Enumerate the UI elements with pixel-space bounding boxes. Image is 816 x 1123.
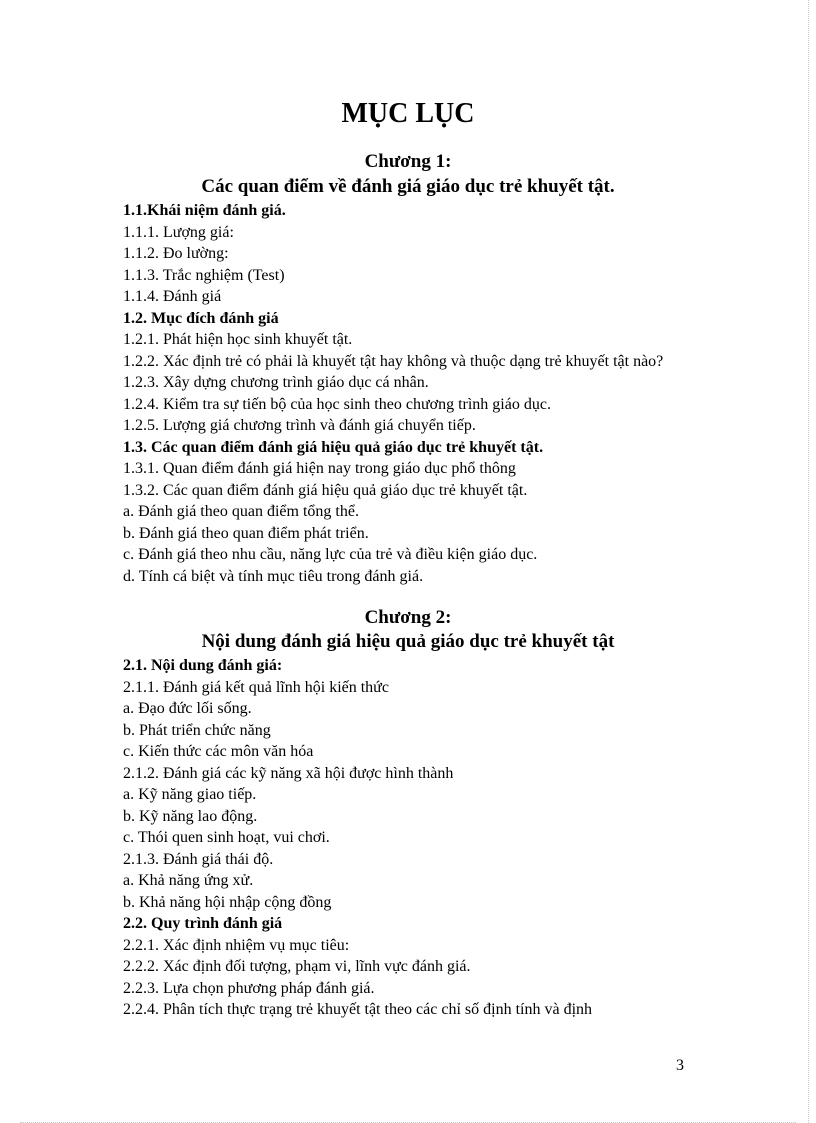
toc-item: a. Kỹ năng giao tiếp.: [123, 786, 257, 803]
toc-section: 2.2. Quy trình đánh giá: [123, 915, 283, 932]
toc-item: c. Thói quen sinh hoạt, vui chơi.: [123, 829, 330, 846]
toc-item: c. Đánh giá theo nhu cầu, năng lực của trẻ và điều kiện giáo dục.: [123, 546, 538, 563]
toc-item: 2.2.1. Xác định nhiệm vụ mục tiêu:: [123, 936, 350, 954]
toc-item: 1.1.1. Lượng giá:: [123, 223, 234, 241]
toc-item: 1.2.2. Xác định trẻ có phải là khuyết tật hay không và thuộc dạng trẻ khuyết tật nào?: [123, 352, 664, 370]
toc-item: 1.1.3. Trắc nghiệm (Test): [123, 266, 285, 284]
toc-item: 2.1.1. Đánh giá kết quả lĩnh hội kiến thức: [123, 678, 389, 696]
toc-item: 1.2.1. Phát hiện học sinh khuyết tật.: [123, 331, 353, 348]
toc-item: b. Đánh giá theo quan điểm phát triển.: [123, 524, 369, 542]
toc-item: 2.1.2. Đánh giá các kỹ năng xã hội được hình thành: [123, 764, 454, 782]
chapter-1-label: Chương 1:: [364, 151, 452, 172]
chapter-2-label: Chương 2:: [364, 607, 452, 628]
toc-item: 1.2.3. Xây dựng chương trình giáo dục cá nhân.: [123, 374, 429, 391]
toc-section: 2.1. Nội dung đánh giá:: [123, 657, 283, 674]
toc-section: 1.3. Các quan điểm đánh giá hiệu quả giáo dục trẻ khuyết tật.: [123, 438, 544, 456]
chapter-2-heading: Nội dung đánh giá hiệu quả giáo dục trẻ khuyết tật: [201, 631, 615, 652]
toc-item: a. Khả năng ứng xử.: [123, 872, 254, 889]
toc-item: 1.1.4. Đánh giá: [123, 288, 222, 305]
toc-item: 2.2.2. Xác định đối tượng, phạm vi, lĩnh vực đánh giá.: [123, 958, 471, 975]
toc-item: b. Kỹ năng lao động.: [123, 807, 258, 825]
table-of-contents: [123, 200, 703, 587]
toc-item: d. Tính cá biệt và tính mục tiêu trong đánh giá.: [123, 567, 424, 585]
toc-item: a. Đạo đức lối sống.: [123, 700, 252, 717]
page-number: 3: [676, 1057, 684, 1074]
toc-section: 1.2. Mục đích đánh giá: [123, 309, 279, 327]
toc-item: 2.2.4. Phân tích thực trạng trẻ khuyết tật theo các chỉ số định tính và định: [123, 1001, 593, 1018]
table-of-contents-chapter-2: [123, 655, 703, 1021]
toc-item: b. Phát triển chức năng: [123, 721, 271, 739]
page-edge-marker: [808, 0, 809, 1123]
toc-item: 1.1.2. Đo lường:: [123, 245, 229, 262]
toc-item: a. Đánh giá theo quan điểm tổng thể.: [123, 503, 359, 520]
toc-item: 1.2.4. Kiểm tra sự tiến bộ của học sinh theo chương trình giáo dục.: [123, 395, 551, 413]
toc-item: b. Khả năng hội nhập cộng đồng: [123, 893, 332, 911]
toc-item: 2.2.3. Lựa chọn phương pháp đánh giá.: [123, 979, 375, 997]
toc-item: 1.2.5. Lượng giá chương trình và đánh giá chuyển tiếp.: [123, 417, 476, 434]
toc-item: 1.3.2. Các quan điểm đánh giá hiệu quả giáo dục trẻ khuyết tật.: [123, 481, 528, 499]
toc-item: 2.1.3. Đánh giá thái độ.: [123, 850, 274, 868]
toc-item: 1.3.1. Quan điểm đánh giá hiện nay trong giáo dục phổ thông: [123, 460, 516, 477]
toc-section: 1.1.Khái niệm đánh giá.: [123, 202, 286, 219]
toc-item: c. Kiến thức các môn văn hóa: [123, 743, 314, 760]
chapter-1-heading: Các quan điểm về đánh giá giáo dục trẻ khuyết tật.: [201, 176, 615, 197]
page-title: MỤC LỤC: [341, 98, 475, 129]
